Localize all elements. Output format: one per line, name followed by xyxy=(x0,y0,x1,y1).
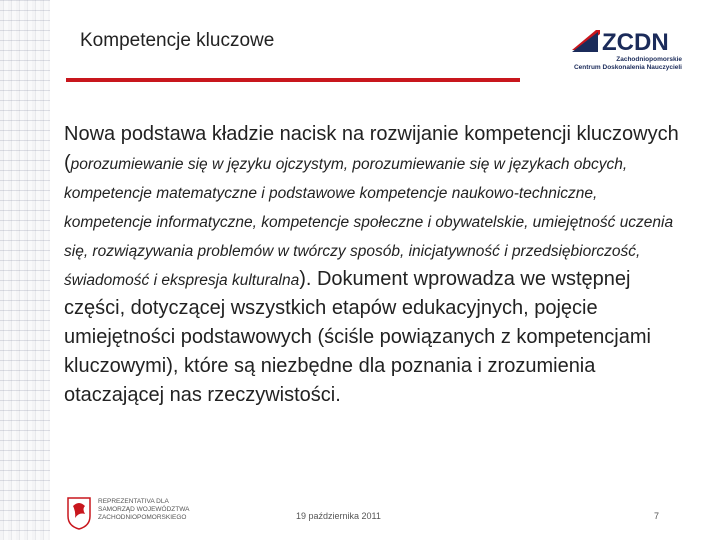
logo-caption xyxy=(570,56,682,72)
body-intro: Nowa podstawa kładzie nacisk na rozwijanie kompetencji kluczowych ( xyxy=(64,123,679,174)
footer-institution xyxy=(98,498,189,522)
body-rest: ). Dokument wprowadza we wstępnej części, dotyczącej wszystkich etapów edukacyjnych, pojęcie umiejętności podstawowych (ściśle powiązanych z kompetencjami kluczowymi), które są niezbędne dla poznania i zrozumienia otaczającej nas rzeczywistości. xyxy=(64,268,651,406)
handwriting-texture xyxy=(0,0,50,540)
footer-date: 19 października 2011 xyxy=(296,511,381,521)
logo-wordmark: ZCDN xyxy=(602,29,669,56)
title-underline xyxy=(66,78,520,82)
logo-caption-line1: Zachodniopomorskie xyxy=(616,56,682,63)
footer-inst-line2: SAMORZĄD WOJEWÓDZTWA xyxy=(98,506,190,513)
logo-caption-line2: Centrum Doskonalenia Nauczycieli xyxy=(573,64,682,71)
slide-title: Kompetencje kluczowe xyxy=(80,30,275,51)
decorative-side-strip xyxy=(0,0,50,540)
footer-inst-line3: ZACHODNIOPOMORSKIEGO xyxy=(98,514,187,521)
body-examples: porozumiewanie się w języku ojczystym, porozumiewanie się w językach obcych, kompetencje matematyczne i podstawowe kompetencje naukowo-techniczne, kompetencje informatyczne, kompetencje społeczne i obywatelskie, umiejętność uczenia się, rozwiązywania problemów w twórczy sposób, inicjatywność i przedsiębiorczość, świadomość i ekspresja kulturalna xyxy=(64,156,674,289)
body-paragraph xyxy=(64,120,682,410)
footer-inst-line1: REPREZENTATIVA DLA xyxy=(98,498,169,505)
region-coat-of-arms-icon xyxy=(66,496,92,530)
page-number: 7 xyxy=(654,511,660,521)
